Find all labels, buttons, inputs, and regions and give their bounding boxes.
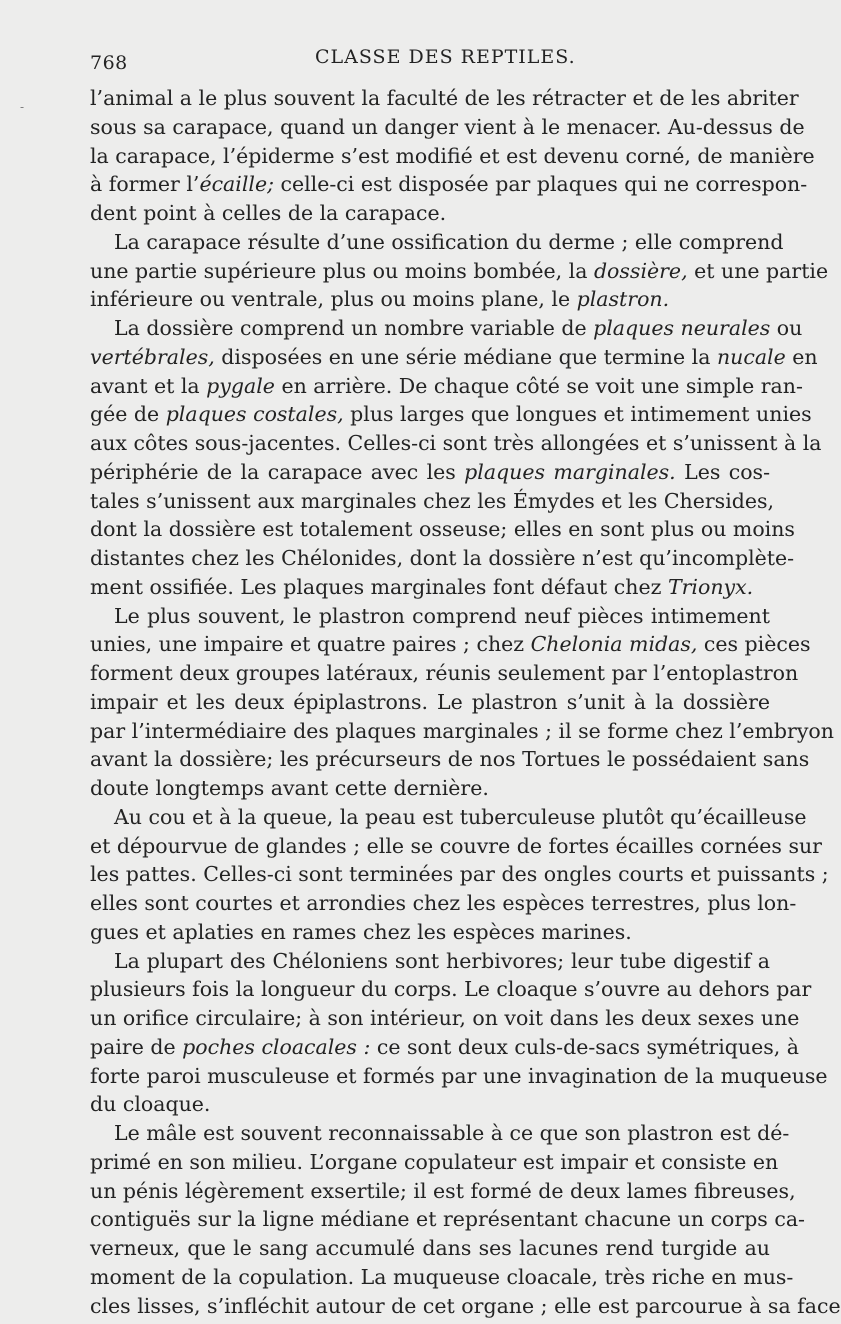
text-line — [90, 228, 784, 257]
text-line — [90, 1062, 828, 1091]
text-line — [90, 515, 795, 544]
text-line — [90, 1205, 805, 1234]
italic-term: nucale — [716, 344, 786, 369]
text-segment: contiguës sur la ligne médiane et représentant chacune un corps ca- — [90, 1207, 805, 1232]
text-segment: inférieure ou ventrale, plus ou moins plane, le — [90, 287, 577, 312]
text-segment: et une partie — [687, 258, 829, 283]
text-segment: les pattes. Celles-ci sont terminées par des ongles courts et puissants ; — [90, 862, 829, 887]
text-line — [90, 429, 822, 458]
text-segment: du cloaque. — [90, 1092, 211, 1117]
page-number: 768 — [90, 52, 128, 74]
text-segment: avant et la — [90, 373, 207, 398]
text-segment: Les cos- — [675, 459, 770, 484]
text-segment: La dossière comprend un nombre variable de — [114, 316, 594, 340]
body-text — [90, 84, 841, 1320]
text-segment: distantes chez les Chélonides, dont la dossière n’est qu’incomplète- — [90, 546, 795, 570]
text-segment: la carapace, l’épiderme s’est modifié et est devenu corné, de manière — [90, 143, 815, 168]
text-segment: dont la dossière est totalement osseuse; elles en sont plus ou moins — [90, 517, 795, 542]
text-segment: l’animal a le plus souvent la faculté de les rétracter et de les abriter — [90, 86, 799, 110]
text-segment: La carapace résulte d’une ossification du derme ; elle comprend — [114, 229, 784, 254]
text-segment: plus larges que longues et intimement unies — [343, 402, 812, 427]
text-line — [90, 142, 815, 171]
text-segment: par l’intermédiaire des plaques marginales ; il se forme chez l’embryon — [90, 718, 834, 743]
text-segment: une partie supérieure plus ou moins bombée, la — [90, 258, 594, 283]
text-segment: ce sont deux culs-de-sacs symétriques, à — [370, 1034, 800, 1059]
text-line — [90, 372, 803, 401]
text-line — [90, 774, 770, 803]
text-line — [90, 487, 775, 516]
text-segment: doute longtemps avant cette dernière. — [90, 776, 489, 800]
text-segment: un orifice circulaire; à son intérieur, on voit dans les deux sexes une — [90, 1006, 800, 1030]
text-line — [90, 832, 822, 861]
text-segment: Le mâle est souvent reconnaissable à ce que son plastron est dé- — [114, 1121, 790, 1145]
text-line — [90, 1234, 770, 1263]
text-segment: impair et les deux épiplastrons. Le plastron s’unit à la dossière — [90, 689, 770, 714]
text-line — [90, 889, 797, 918]
text-segment: celle-ci est disposée par plaques qui ne correspon- — [273, 172, 808, 197]
italic-term: plastron. — [576, 287, 670, 312]
text-line — [90, 573, 770, 602]
text-segment: primé en son milieu. L’organe copulateur est impair et consiste en — [90, 1149, 779, 1174]
text-segment: plusieurs fois la longueur du corps. Le cloaque s’ouvre au dehors par — [90, 977, 812, 1002]
text-segment: avant la dossière; les précurseurs de nos Tortues le possédaient sans — [90, 747, 810, 772]
text-line — [90, 1033, 800, 1062]
text-segment: ment ossifiée. Les plaques marginales font défaut chez — [90, 574, 668, 599]
italic-term: plaques neurales — [593, 316, 771, 340]
text-line — [90, 458, 770, 487]
text-segment: en — [785, 344, 818, 369]
text-line — [90, 1148, 779, 1177]
text-segment: disposées en une série médiane que termine la — [214, 344, 717, 369]
text-line — [90, 1004, 800, 1033]
text-line — [90, 918, 770, 947]
text-line — [90, 1177, 796, 1206]
text-line — [90, 544, 795, 573]
page-header — [90, 46, 770, 76]
text-line — [90, 257, 829, 286]
text-segment: périphérie de la carapace avec les — [90, 459, 465, 484]
text-line — [90, 1090, 770, 1119]
text-segment: verneux, que le sang accumulé dans ses lacunes rend turgide au — [90, 1236, 770, 1260]
text-line — [90, 113, 805, 142]
text-segment: à former l’ — [90, 172, 200, 197]
margin-mark: - — [20, 100, 25, 114]
text-segment: Au cou et à la queue, la peau est tuberculeuse plutôt qu’écailleuse — [114, 804, 807, 829]
text-line — [90, 1263, 794, 1292]
text-segment: moment de la copulation. La muqueuse cloacale, très riche en mus- — [90, 1264, 794, 1289]
text-segment: Le plus souvent, le plastron comprend neuf pièces intimement — [114, 603, 770, 628]
text-segment: sous sa carapace, quand un danger vient à le menacer. Au-dessus de — [90, 114, 805, 139]
text-line — [90, 1119, 790, 1148]
text-line — [90, 314, 803, 343]
text-segment: et dépourvue de glandes ; elle se couvre de fortes écailles cornées sur — [90, 833, 822, 858]
text-line — [90, 400, 812, 429]
text-segment: gée de — [90, 402, 166, 427]
italic-term: Chelonia midas, — [530, 632, 698, 657]
running-title: CLASSE DES REPTILES. — [315, 46, 576, 68]
text-segment: forte paroi musculeuse et formés par une invagination de la muqueuse — [90, 1063, 828, 1088]
text-line — [90, 745, 810, 774]
text-segment: un pénis légèrement exsertile; il est formé de deux lames fibreuses, — [90, 1178, 796, 1203]
text-segment: gues et aplaties en rames chez les espèces marines. — [90, 919, 632, 944]
italic-term: dossière, — [593, 258, 688, 283]
text-segment: unies, une impaire et quatre paires ; chez — [90, 632, 531, 657]
text-line — [90, 170, 808, 199]
text-line — [90, 803, 807, 832]
text-line — [90, 688, 770, 717]
text-line — [90, 343, 818, 372]
text-line — [90, 860, 829, 889]
italic-term: plaques costales, — [165, 402, 344, 427]
text-segment: forment deux groupes latéraux, réunis seulement par l’entoplastron — [90, 661, 799, 685]
text-line — [90, 285, 770, 314]
text-line — [90, 84, 799, 113]
text-segment: dent point à celles de la carapace. — [90, 201, 447, 225]
text-segment: aux côtes sous-jacentes. Celles-ci sont très allongées et s’unissent à la — [90, 431, 822, 455]
text-segment: ces pièces — [697, 632, 811, 657]
text-line — [90, 1292, 841, 1321]
italic-term: Trionyx. — [667, 574, 754, 599]
text-line — [90, 947, 770, 976]
text-line — [90, 199, 770, 228]
text-segment: ou — [770, 316, 803, 340]
text-line — [90, 602, 770, 631]
text-line — [90, 975, 812, 1004]
text-segment: elles sont courtes et arrondies chez les espèces terrestres, plus lon- — [90, 891, 797, 915]
text-line — [90, 630, 811, 659]
text-line — [90, 659, 799, 688]
italic-term: vertébrales, — [90, 344, 215, 369]
italic-term: écaille; — [199, 172, 274, 197]
italic-term: plaques marginales. — [464, 459, 676, 484]
text-segment: cles lisses, s’infléchit autour de cet organe ; elle est parcourue à sa face — [90, 1293, 841, 1318]
italic-term: pygale — [206, 373, 275, 398]
text-segment: La plupart des Chéloniens sont herbivores; leur tube digestif a — [114, 948, 770, 973]
text-segment: paire de — [90, 1034, 183, 1059]
italic-term: poches cloacales : — [182, 1034, 371, 1059]
text-segment: en arrière. De chaque côté se voit une simple ran- — [274, 373, 803, 398]
text-line — [90, 717, 834, 746]
text-segment: tales s’unissent aux marginales chez les Émydes et les Chersides, — [90, 488, 775, 513]
